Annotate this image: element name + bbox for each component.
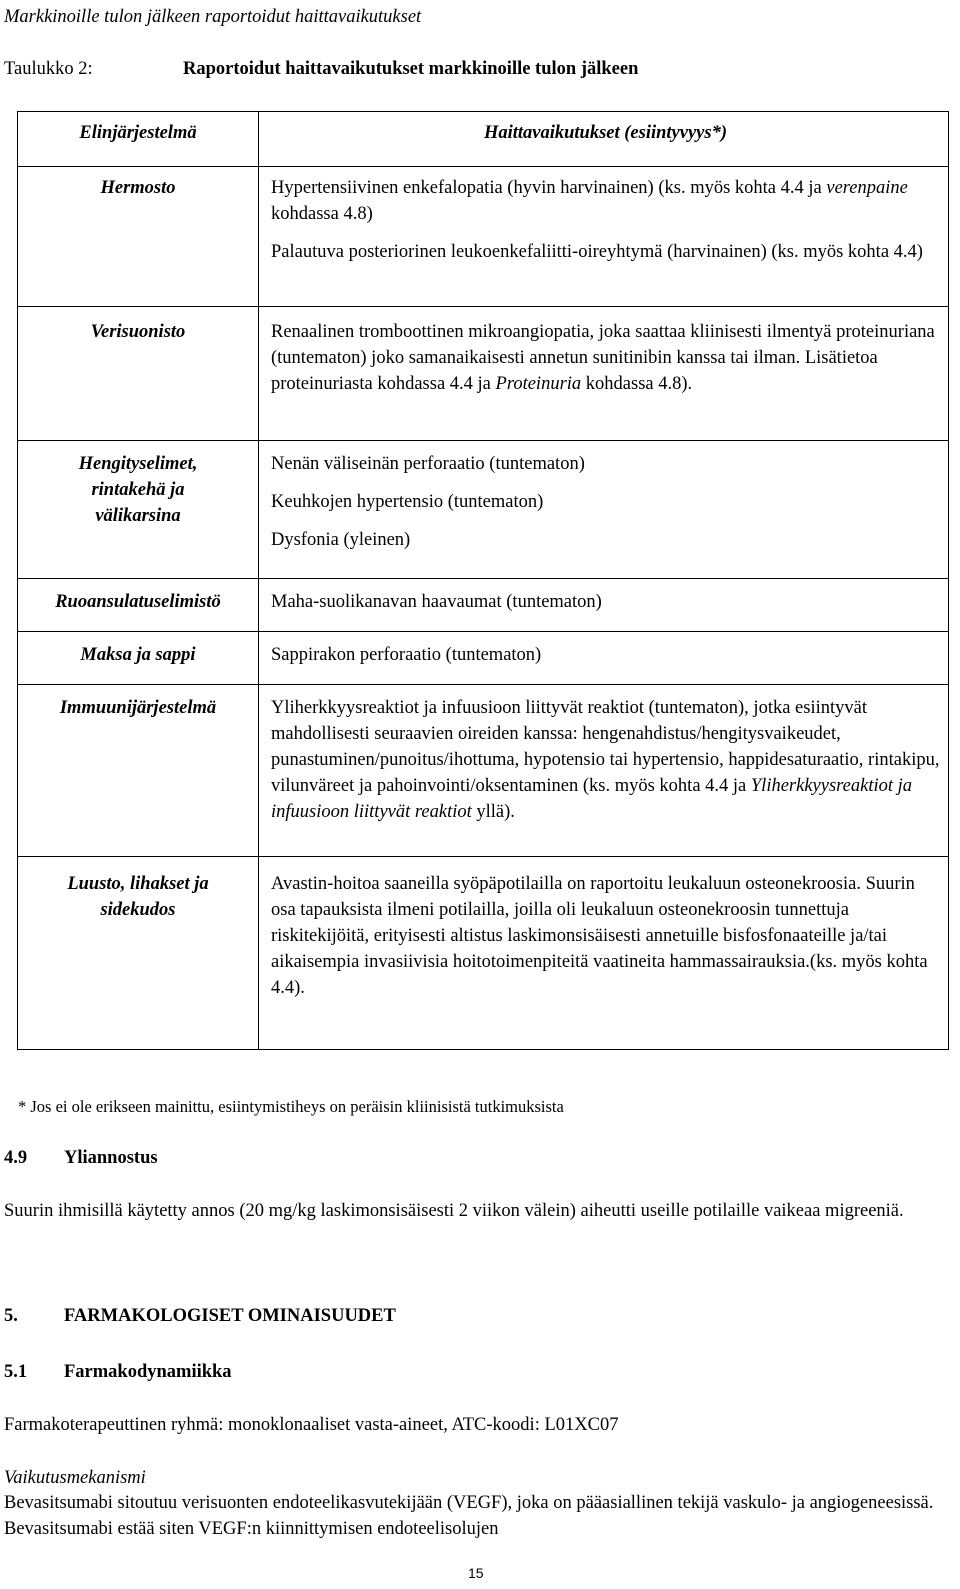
section-title: Farmakodynamiikka [64,1362,232,1382]
table-row [18,857,949,1050]
organ-maksa: Maksa ja sappi [18,632,259,685]
mechanism-heading: Vaikutusmekanismi [4,1468,146,1488]
table-row [18,632,949,685]
overdose-text: Suurin ihmisillä käytetty annos (20 mg/kg laskimonsisäisesti 2 viikon välein) aiheutti useille potilaille vaikeaa migreeniä. [4,1201,904,1221]
organ-immuuni: Immuunijärjestelmä [18,685,259,857]
pharmacotherapeutic-group: Farmakoterapeuttinen ryhmä: monoklonaaliset vasta-aineet, ATC-koodi: L01XC07 [4,1415,619,1435]
table-row [18,167,949,307]
table-row [18,441,949,579]
section-title: Markkinoille tulon jälkeen raportoidut haittavaikutukset [4,7,422,27]
footnote: * Jos ei ole erikseen mainittu, esiintymistiheys on peräisin kliinisistä tutkimuksista [18,1097,564,1116]
table-row [18,307,949,441]
organ-hengityselimet: Hengityselimet, rintakehä ja välikarsina [18,441,259,579]
organ-hermosto: Hermosto [18,167,259,307]
table-caption-label: Taulukko 2: [4,59,93,79]
section-number: 4.9 [4,1148,28,1168]
reactions-hermosto: Hypertensiivinen enkefalopatia (hyvin harvinainen) (ks. myös kohta 4.4 ja verenpaine kohdassa 4.8) Palautuva posteriorinen leukoenkefaliitti-oireyhtymä (harvinainen) (ks. myös kohta 4.4) [259,167,949,307]
table-header-row [18,112,949,167]
section-title: Yliannostus [64,1148,158,1168]
adverse-reactions-table [17,111,949,1050]
header-organ-system: Elinjärjestelmä [18,112,259,167]
table-row [18,685,949,857]
section-number: 5.1 [4,1362,28,1382]
section-5-1-heading [4,1359,232,1385]
reactions-hengityselimet: Nenän väliseinän perforaatio (tuntematon) Keuhkojen hypertensio (tuntematon) Dysfonia (yleinen) [259,441,949,579]
table-row [18,579,949,632]
reactions-luusto: Avastin-hoitoa saaneilla syöpäpotilailla on raportoitu leukaluun osteonekroosia. Suurin osa tapauksista ilmeni potilailla, joilla oli leukaluun osteonekroosin tunnettuja riskitekijöitä, erityisesti altistus laskimonsisäisesti annetuille bisfosfonaateille ja/tai aikaisempia invasiivisia hoitotoimenpiteitä vaatineita hammassairauksia.(ks. myös kohta 4.4). [259,857,949,1050]
section-title: FARMAKOLOGISET OMINAISUUDET [64,1306,396,1326]
page-number: 15 [468,1565,484,1581]
organ-luusto: Luusto, lihakset ja sidekudos [18,857,259,1050]
section-number: 5. [4,1306,18,1326]
reactions-immuuni: Yliherkkyysreaktiot ja infuusioon liittyvät reaktiot (tuntematon), jotka esiintyvät mahdollisesti seuraavien oireiden kanssa: hengenahdistus/hengitysvaikeudet, punastuminen/punoitus/ihottuma, hypotensio tai hypertensio, happidesaturaatio, rintakipu, vilunväreet ja pahoinvointi/oksentaminen (ks. myös kohta 4.4 ja Yliherkkyysreaktiot ja infuusioon liittyvät reaktiot yllä). [259,685,949,857]
mechanism-text: Bevasitsumabi sitoutuu verisuonten endoteelikasvutekijään (VEGF), joka on pääasiallinen tekijä vaskulo- ja angiogeneesissä. Bevasitsumabi estää siten VEGF:n kiinnittymisen endoteelisolujen [4,1493,934,1539]
header-adverse-reactions: Haittavaikutukset (esiintyvyys*) [259,112,949,167]
reactions-maksa: Sappirakon perforaatio (tuntematon) [259,632,949,685]
reactions-ruoansulatus: Maha-suolikanavan haavaumat (tuntematon) [259,579,949,632]
section-4-9-heading [4,1145,158,1171]
reactions-verisuonisto: Renaalinen tromboottinen mikroangiopatia, joka saattaa kliinisesti ilmentyä proteinuriana (tuntematon) joko samanaikaisesti annetun sunitinibin kanssa tai ilman. Lisätietoa proteinuriasta kohdassa 4.4 ja Proteinuria kohdassa 4.8). [259,307,949,441]
organ-ruoansulatus: Ruoansulatuselimistö [18,579,259,632]
organ-verisuonisto: Verisuonisto [18,307,259,441]
table-caption-title: Raportoidut haittavaikutukset markkinoille tulon jälkeen [183,59,639,79]
section-5-heading [4,1303,396,1329]
